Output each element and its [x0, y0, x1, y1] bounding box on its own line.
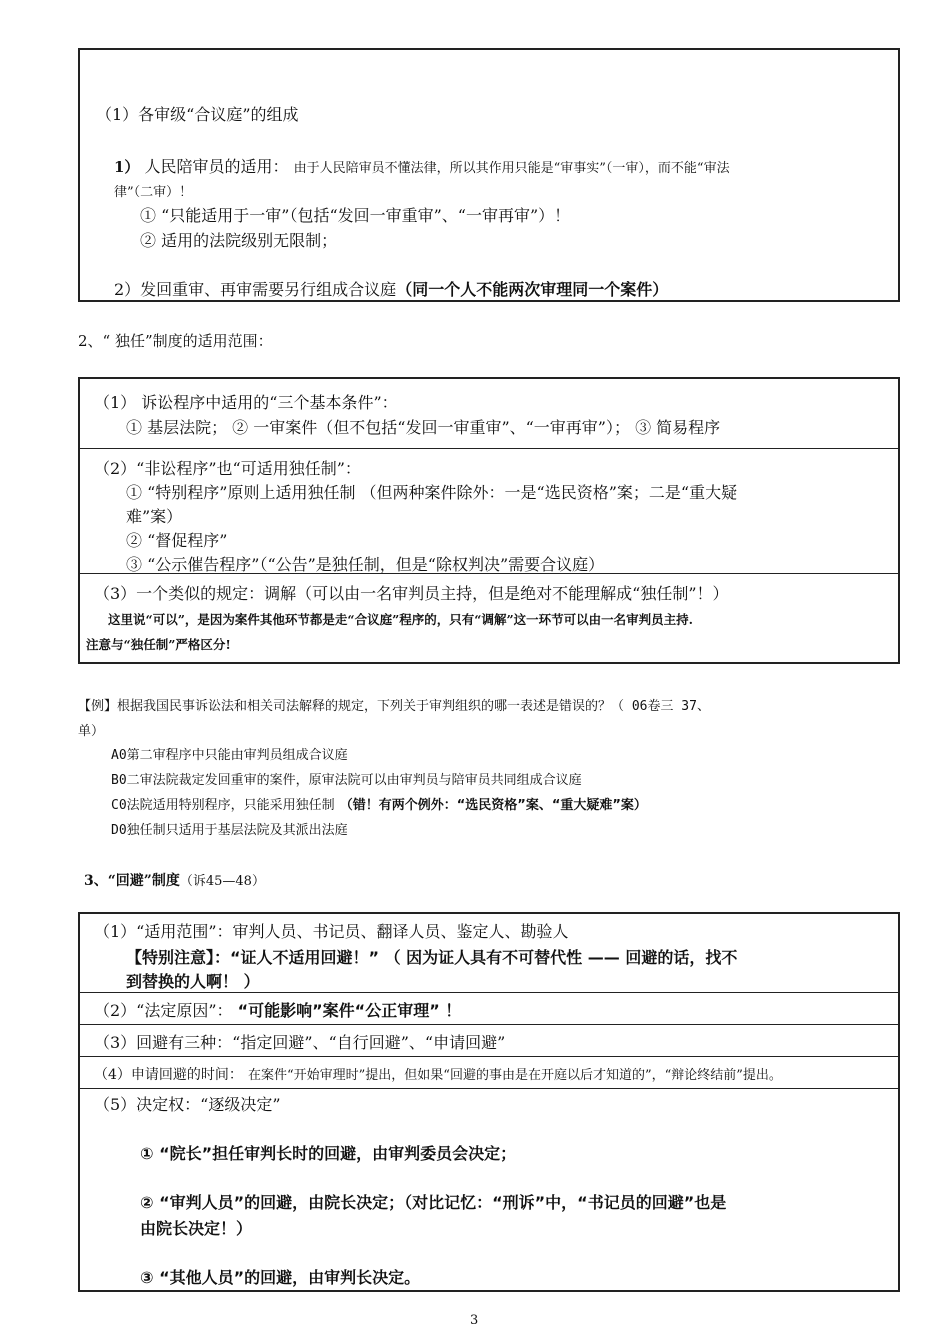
- box-collegial-panel: [78, 48, 900, 302]
- jury-item-label: 1）: [114, 158, 140, 176]
- jury-sub-2: ② 适用的法院级别无限制；: [140, 231, 338, 250]
- sole-judge-row-2: [80, 448, 898, 573]
- example-question-line2: 单）: [78, 724, 105, 739]
- example-question-line1: 【例】根据我国民事诉讼法和相关司法解释的规定，下列关于审判组织的哪一表述是错误的？（ 06卷三 37、: [78, 699, 710, 714]
- mediation-caution: 注意与“独任制”严格区分!: [86, 637, 231, 652]
- mediation-explain: 这里说“可以”，是因为案件其他环节都是走“合议庭”程序的，只有“调解”这一环节可以由一名审判员主持.: [108, 612, 693, 627]
- public-notice-procedure: ③ “公示催告程序”（“公告”是独任制，但是“除权判决”需要合议庭）: [126, 555, 605, 574]
- recusal-authority-1: ① “院长”担任审判长时的回避，由审判委员会决定；: [140, 1144, 517, 1163]
- nonlitigation-title: （2）“非讼程序”也“可适用独任制”：: [94, 459, 361, 478]
- retrial-item-text: 2）发回重审、再审需要另行组成合议庭: [114, 280, 397, 299]
- recusal-types: （3）回避有三种：“指定回避”、“自行回避”、“申请回避”: [94, 1033, 506, 1052]
- box-sole-judge: [78, 377, 900, 664]
- recusal-authority-2: ② “审判人员”的回避，由院长决定；（对比记忆：“刑诉”中，“书记员的回避”也是: [140, 1193, 727, 1212]
- retrial-item: [114, 277, 668, 300]
- retrial-item-note: （同一个人不能两次审理同一个案件）: [396, 280, 669, 299]
- special-procedure: ① “特别程序”原则上适用独任制 （但两种案件除外：一是“选民资格”案；二是“重大疑: [126, 483, 738, 502]
- special-procedure-cont: 难”案）: [126, 507, 183, 526]
- recusal-legal-cause-label: （2）“法定原因”：: [94, 1001, 233, 1020]
- option-c: [111, 794, 647, 813]
- option-d: D0独任制只适用于基层法院及其派出法庭: [111, 823, 348, 838]
- recusal-witness-note: 【特别注意】：“证人不适用回避！” （ 因为证人具有不可替代性 —— 回避的话，找不: [126, 948, 738, 967]
- recusal-timing-text: 在案件“开始审理时”提出，但如果“回避的事由是在开庭以后才知道的”，“辩论终结前”提出。: [248, 1068, 782, 1083]
- section-3-ref: （诉45—48）: [179, 874, 265, 889]
- section-3-title: [84, 870, 265, 890]
- recusal-authority-title: （5）决定权：“逐级决定”: [94, 1095, 281, 1114]
- recusal-row-1: [80, 914, 898, 992]
- sole-judge-row-3: [80, 573, 898, 662]
- urging-procedure: ② “督促程序”: [126, 531, 228, 550]
- recusal-timing-label: （4）申请回避的时间：: [94, 1067, 243, 1083]
- page-number: 3: [470, 1313, 479, 1328]
- option-c-note: （错！有两个例外：“选民资格”案、“重大疑难”案）: [339, 798, 647, 813]
- sole-judge-conditions-list: ① 基层法院； ② 一审案件（但不包括“发回一审重审”、“一审再审”）； ③ 简易程序: [126, 418, 721, 437]
- recusal-scope: （1）“适用范围”：审判人员、书记员、翻译人员、鉴定人、勘验人: [94, 922, 569, 941]
- recusal-timing: [94, 1064, 782, 1084]
- recusal-authority-2-cont: 由院长决定！）: [140, 1219, 253, 1238]
- recusal-witness-note-cont: 到替换的人啊！ ）: [126, 972, 260, 991]
- recusal-legal-cause: [94, 998, 461, 1021]
- option-a: A0第二审程序中只能由审判员组成合议庭: [111, 748, 348, 763]
- recusal-row-5: [80, 1088, 898, 1290]
- recusal-row-4: [80, 1056, 898, 1088]
- option-c-text: C0法院适用特别程序，只能采用独任制: [111, 798, 335, 813]
- recusal-row-3: [80, 1024, 898, 1056]
- jury-item-note: 由于人民陪审员不懂法律，所以其作用只能是“审事实”（一审），而不能“审法: [293, 161, 730, 176]
- recusal-row-2: [80, 992, 898, 1024]
- box-recusal: [78, 912, 900, 1292]
- jury-item-note-cont: 律”（二审）！: [114, 185, 193, 200]
- section-2-title: 2、“ 独任”制度的适用范围：: [78, 332, 273, 350]
- mediation-rule: （3）一个类似的规定：调解（可以由一名审判员主持，但是绝对不能理解成“独任制”！）: [94, 584, 729, 603]
- recusal-authority-3: ③ “其他人员”的回避，由审判长决定。: [140, 1268, 421, 1287]
- sole-judge-row-1: [80, 379, 898, 448]
- section-3-title-text: 3、“回避”制度: [84, 873, 180, 889]
- jury-item: [114, 154, 730, 177]
- jury-sub-1: ① “只能适用于一审”（包括“发回一审重审”、“一审再审”）！: [140, 206, 571, 225]
- recusal-legal-cause-text: “可能影响”案件“公正审理” ！: [237, 1001, 462, 1020]
- sole-judge-conditions-title: （1） 诉讼程序中适用的“三个基本条件”：: [94, 393, 398, 412]
- option-b: B0二审法院裁定发回重审的案件，原审法院可以由审判员与陪审员共同组成合议庭: [111, 773, 582, 788]
- jury-item-title: 人民陪审员的适用：: [144, 157, 289, 176]
- collegial-panel-heading: （1）各审级“合议庭”的组成: [96, 105, 299, 124]
